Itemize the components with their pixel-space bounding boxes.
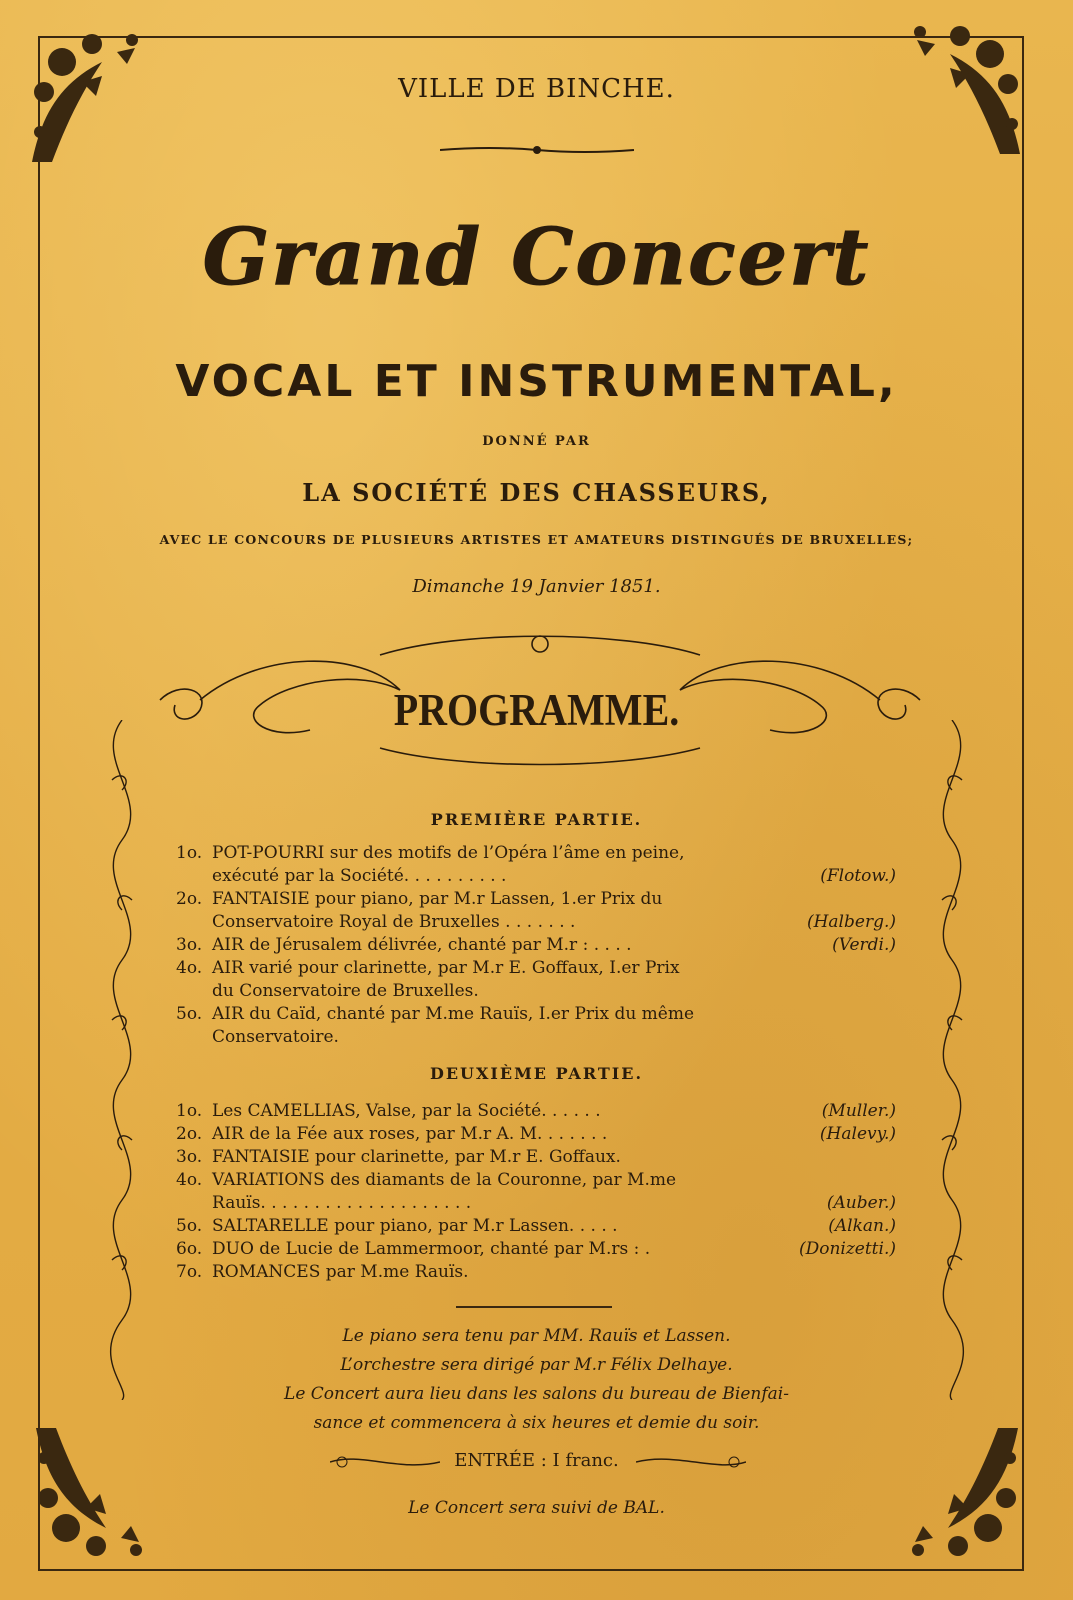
note-line: Le piano sera tenu par MM. Rauïs et Lassen. xyxy=(342,1326,731,1346)
item-number: 4o. xyxy=(176,1170,203,1190)
part-two-heading: DEUXIÈME PARTIE. xyxy=(429,1064,644,1083)
concert-subtitle: VOCAL ET INSTRUMENTAL, xyxy=(175,356,898,407)
programme-item xyxy=(176,1169,896,1215)
item-line: POT-POURRI sur des motifs de l’Opéra l’âme en peine, xyxy=(212,843,685,863)
item-line: FANTAISIE pour piano, par M.r Lassen, 1.er Prix du xyxy=(212,889,663,909)
item-number: 2o. xyxy=(176,1124,203,1144)
composer-name: (Donizetti.) xyxy=(798,1239,896,1259)
programme-item xyxy=(176,842,896,888)
with-support-line: AVEC LE CONCOURS DE PLUSIEURS ARTISTES ET AMATEURS DISTINGUÉS DE BRUXELLES; xyxy=(159,532,914,547)
item-text xyxy=(212,888,896,934)
composer-name: (Halberg.) xyxy=(806,912,896,932)
item-line: Conservatoire Royal de Bruxelles . . . . . . . xyxy=(212,912,576,932)
composer-name: (Flotow.) xyxy=(820,866,896,886)
item-line: AIR de la Fée aux roses, par M.r A. M. . . . . . . xyxy=(212,1124,608,1144)
concert-title: Grand Concert xyxy=(202,212,871,303)
composer-name: (Auber.) xyxy=(826,1193,896,1213)
item-line: SALTARELLE pour piano, par M.r Lassen. . . . . xyxy=(212,1216,618,1236)
item-text xyxy=(212,1146,896,1169)
item-line: DUO de Lucie de Lammermoor, chanté par M.rs : . xyxy=(212,1239,651,1259)
programme-item xyxy=(176,1003,896,1049)
composer-name: (Muller.) xyxy=(821,1101,896,1121)
programme-item xyxy=(176,1238,896,1261)
programme-item xyxy=(176,957,896,1003)
composer-name: (Halevy.) xyxy=(819,1124,896,1144)
item-line: Conservatoire. xyxy=(212,1027,339,1047)
programme-item xyxy=(176,1146,896,1169)
item-text xyxy=(212,1100,896,1123)
corner-ornament-bottom-left xyxy=(26,1418,176,1568)
item-line: AIR du Caïd, chanté par M.me Rauïs, I.er Prix du même xyxy=(212,1004,695,1024)
part-one-list xyxy=(176,842,896,1049)
item-line: exécuté par la Société. . . . . . . . . . xyxy=(212,866,507,886)
programme-item xyxy=(176,934,896,957)
item-line: du Conservatoire de Bruxelles. xyxy=(212,981,479,1001)
item-line: VARIATIONS des diamants de la Couronne, par M.me xyxy=(212,1170,677,1190)
item-text xyxy=(212,842,896,888)
entry-price: ENTRÉE : I franc. xyxy=(454,1450,619,1471)
item-text xyxy=(212,1169,896,1215)
part-two-list xyxy=(176,1100,896,1284)
item-number: 7o. xyxy=(176,1262,203,1282)
part-one-heading: PREMIÈRE PARTIE. xyxy=(430,810,643,829)
item-text xyxy=(212,1123,896,1146)
item-number: 4o. xyxy=(176,958,203,978)
item-text xyxy=(212,957,896,1003)
notes-block xyxy=(0,1322,1073,1438)
entree-right-flourish xyxy=(636,1450,746,1474)
programme-item xyxy=(176,1123,896,1146)
item-number: 3o. xyxy=(176,935,203,955)
item-text xyxy=(212,1003,896,1049)
item-number: 3o. xyxy=(176,1147,203,1167)
town-name: VILLE DE BINCHE. xyxy=(398,74,675,104)
item-number: 1o. xyxy=(176,1101,203,1121)
ball-announcement: Le Concert sera suivi de BAL. xyxy=(408,1498,665,1518)
item-line: AIR de Jérusalem délivrée, chanté par M.r : . . . . xyxy=(212,935,632,955)
item-number: 6o. xyxy=(176,1239,203,1259)
item-line: FANTAISIE pour clarinette, par M.r E. Goffaux. xyxy=(212,1147,621,1167)
composer-name: (Verdi.) xyxy=(832,935,896,955)
programme-heading: PROGRAMME. xyxy=(393,683,680,736)
divider-rule xyxy=(456,1306,612,1308)
note-line: L’orchestre sera dirigé par M.r Félix Delhaye. xyxy=(340,1355,733,1375)
programme-item xyxy=(176,1215,896,1238)
item-line: AIR varié pour clarinette, par M.r E. Goffaux, I.er Prix xyxy=(212,958,680,978)
item-text xyxy=(212,934,896,957)
title-divider-ornament xyxy=(440,142,634,158)
item-number: 1o. xyxy=(176,843,203,863)
item-number: 5o. xyxy=(176,1216,203,1236)
given-by-label: DONNÉ PAR xyxy=(482,434,591,449)
society-name: LA SOCIÉTÉ DES CHASSEURS, xyxy=(302,478,771,507)
item-text xyxy=(212,1238,896,1261)
programme-item xyxy=(176,888,896,934)
item-line: ROMANCES par M.me Rauïs. xyxy=(212,1262,469,1282)
item-line: Rauïs. . . . . . . . . . . . . . . . . . . . xyxy=(212,1193,472,1213)
programme-item xyxy=(176,1261,896,1284)
programme-item xyxy=(176,1100,896,1123)
item-number: 5o. xyxy=(176,1004,203,1024)
item-text xyxy=(212,1215,896,1238)
corner-ornament-bottom-right xyxy=(878,1418,1028,1568)
item-text xyxy=(212,1261,896,1284)
note-line: Le Concert aura lieu dans les salons du bureau de Bienfai- xyxy=(284,1384,789,1404)
note-line: sance et commencera à six heures et demie du soir. xyxy=(313,1413,760,1433)
composer-name: (Alkan.) xyxy=(828,1216,896,1236)
concert-date: Dimanche 19 Janvier 1851. xyxy=(412,576,661,597)
item-number: 2o. xyxy=(176,889,203,909)
item-line: Les CAMELLIAS, Valse, par la Société. . . . . . xyxy=(212,1101,601,1121)
